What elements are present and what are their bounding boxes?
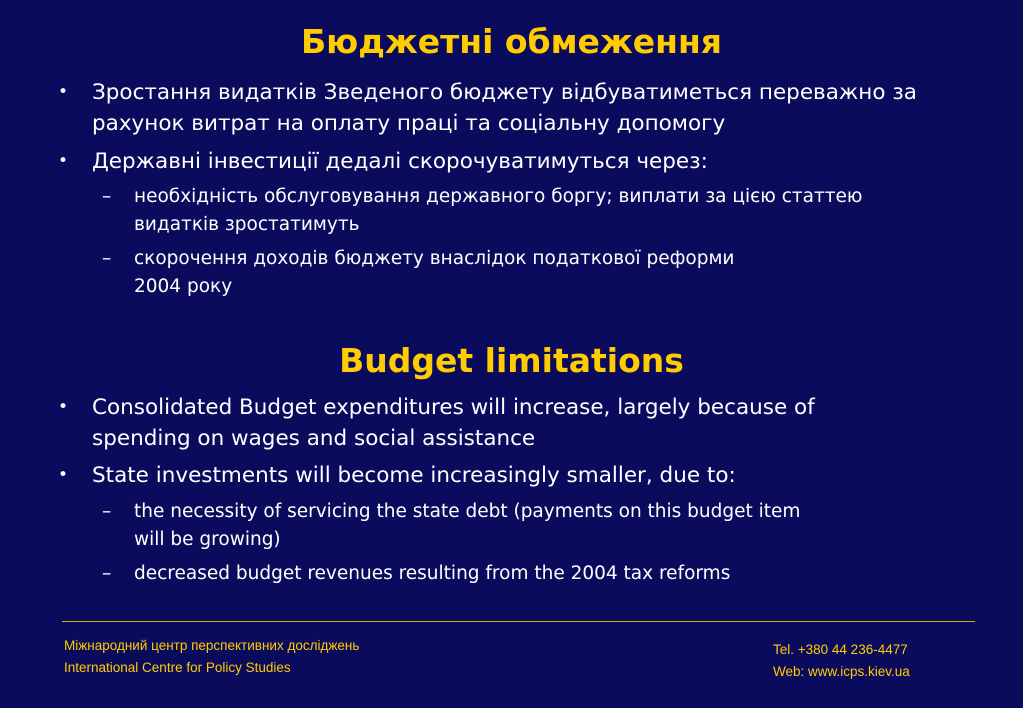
english-title: Budget limitations [339,341,684,380]
footer-organization [64,635,359,679]
dash-marker: – [102,248,112,269]
ukrainian-subitem-1-line2: видатків зростатимуть [134,214,360,235]
ukrainian-bullet-1 [58,77,978,139]
english-subitem-1-line1: the necessity of servicing the state debt (payments on this budget item [134,501,801,522]
bullet-marker: • [58,151,69,171]
english-subitem-1-line2: will be growing) [134,529,281,550]
footer-telephone: Tel. +380 44 236-4477 [773,642,908,657]
english-bullet-1 [58,392,978,454]
footer-contacts [773,639,910,683]
ukrainian-bullet-1-text: Зростання видатків Зведеного бюджету відбуватиметься переважно за рахунок витрат на оплату праці та соціальну допомогу [92,80,917,136]
dash-marker: – [102,501,112,522]
ukrainian-subitem-1 [102,183,962,239]
english-bullet-2 [58,460,978,491]
footer-website[interactable]: Web: www.icps.kiev.ua [773,664,910,679]
bullet-marker: • [58,397,69,417]
ukrainian-title: Бюджетні обмеження [301,22,722,61]
english-bullet-1-line1: Consolidated Budget expenditures will increase, largely because of [92,395,815,420]
english-subitem-2-line1: decreased budget revenues resulting from the 2004 tax reforms [134,563,731,584]
ukrainian-subitem-2-line2: 2004 року [134,276,233,297]
footer-org-ukrainian: Міжнародний центр перспективних досліджень [64,638,360,653]
english-bullet-2-text: State investments will become increasingly smaller, due to: [92,463,736,488]
bullet-marker: • [58,82,69,102]
ukrainian-subitem-1-line1: необхідність обслуговування державного боргу; виплати за цією статтею [134,186,863,207]
english-bullet-1-line2: spending on wages and social assistance [92,426,536,451]
dash-marker: – [102,186,112,207]
english-subitem-2 [102,560,962,588]
ukrainian-subitem-2 [102,245,962,301]
footer-org-english: International Centre for Policy Studies [64,660,291,675]
ukrainian-bullet-2-text: Державні інвестиції дедалі скорочуватимуться через: [92,149,708,174]
ukrainian-subitem-2-line1: скорочення доходів бюджету внаслідок податкової реформи [134,248,735,269]
bullet-marker: • [58,465,69,485]
footer-divider [62,621,975,622]
ukrainian-bullet-2 [58,146,978,177]
english-subitem-1 [102,498,962,554]
dash-marker: – [102,563,112,584]
